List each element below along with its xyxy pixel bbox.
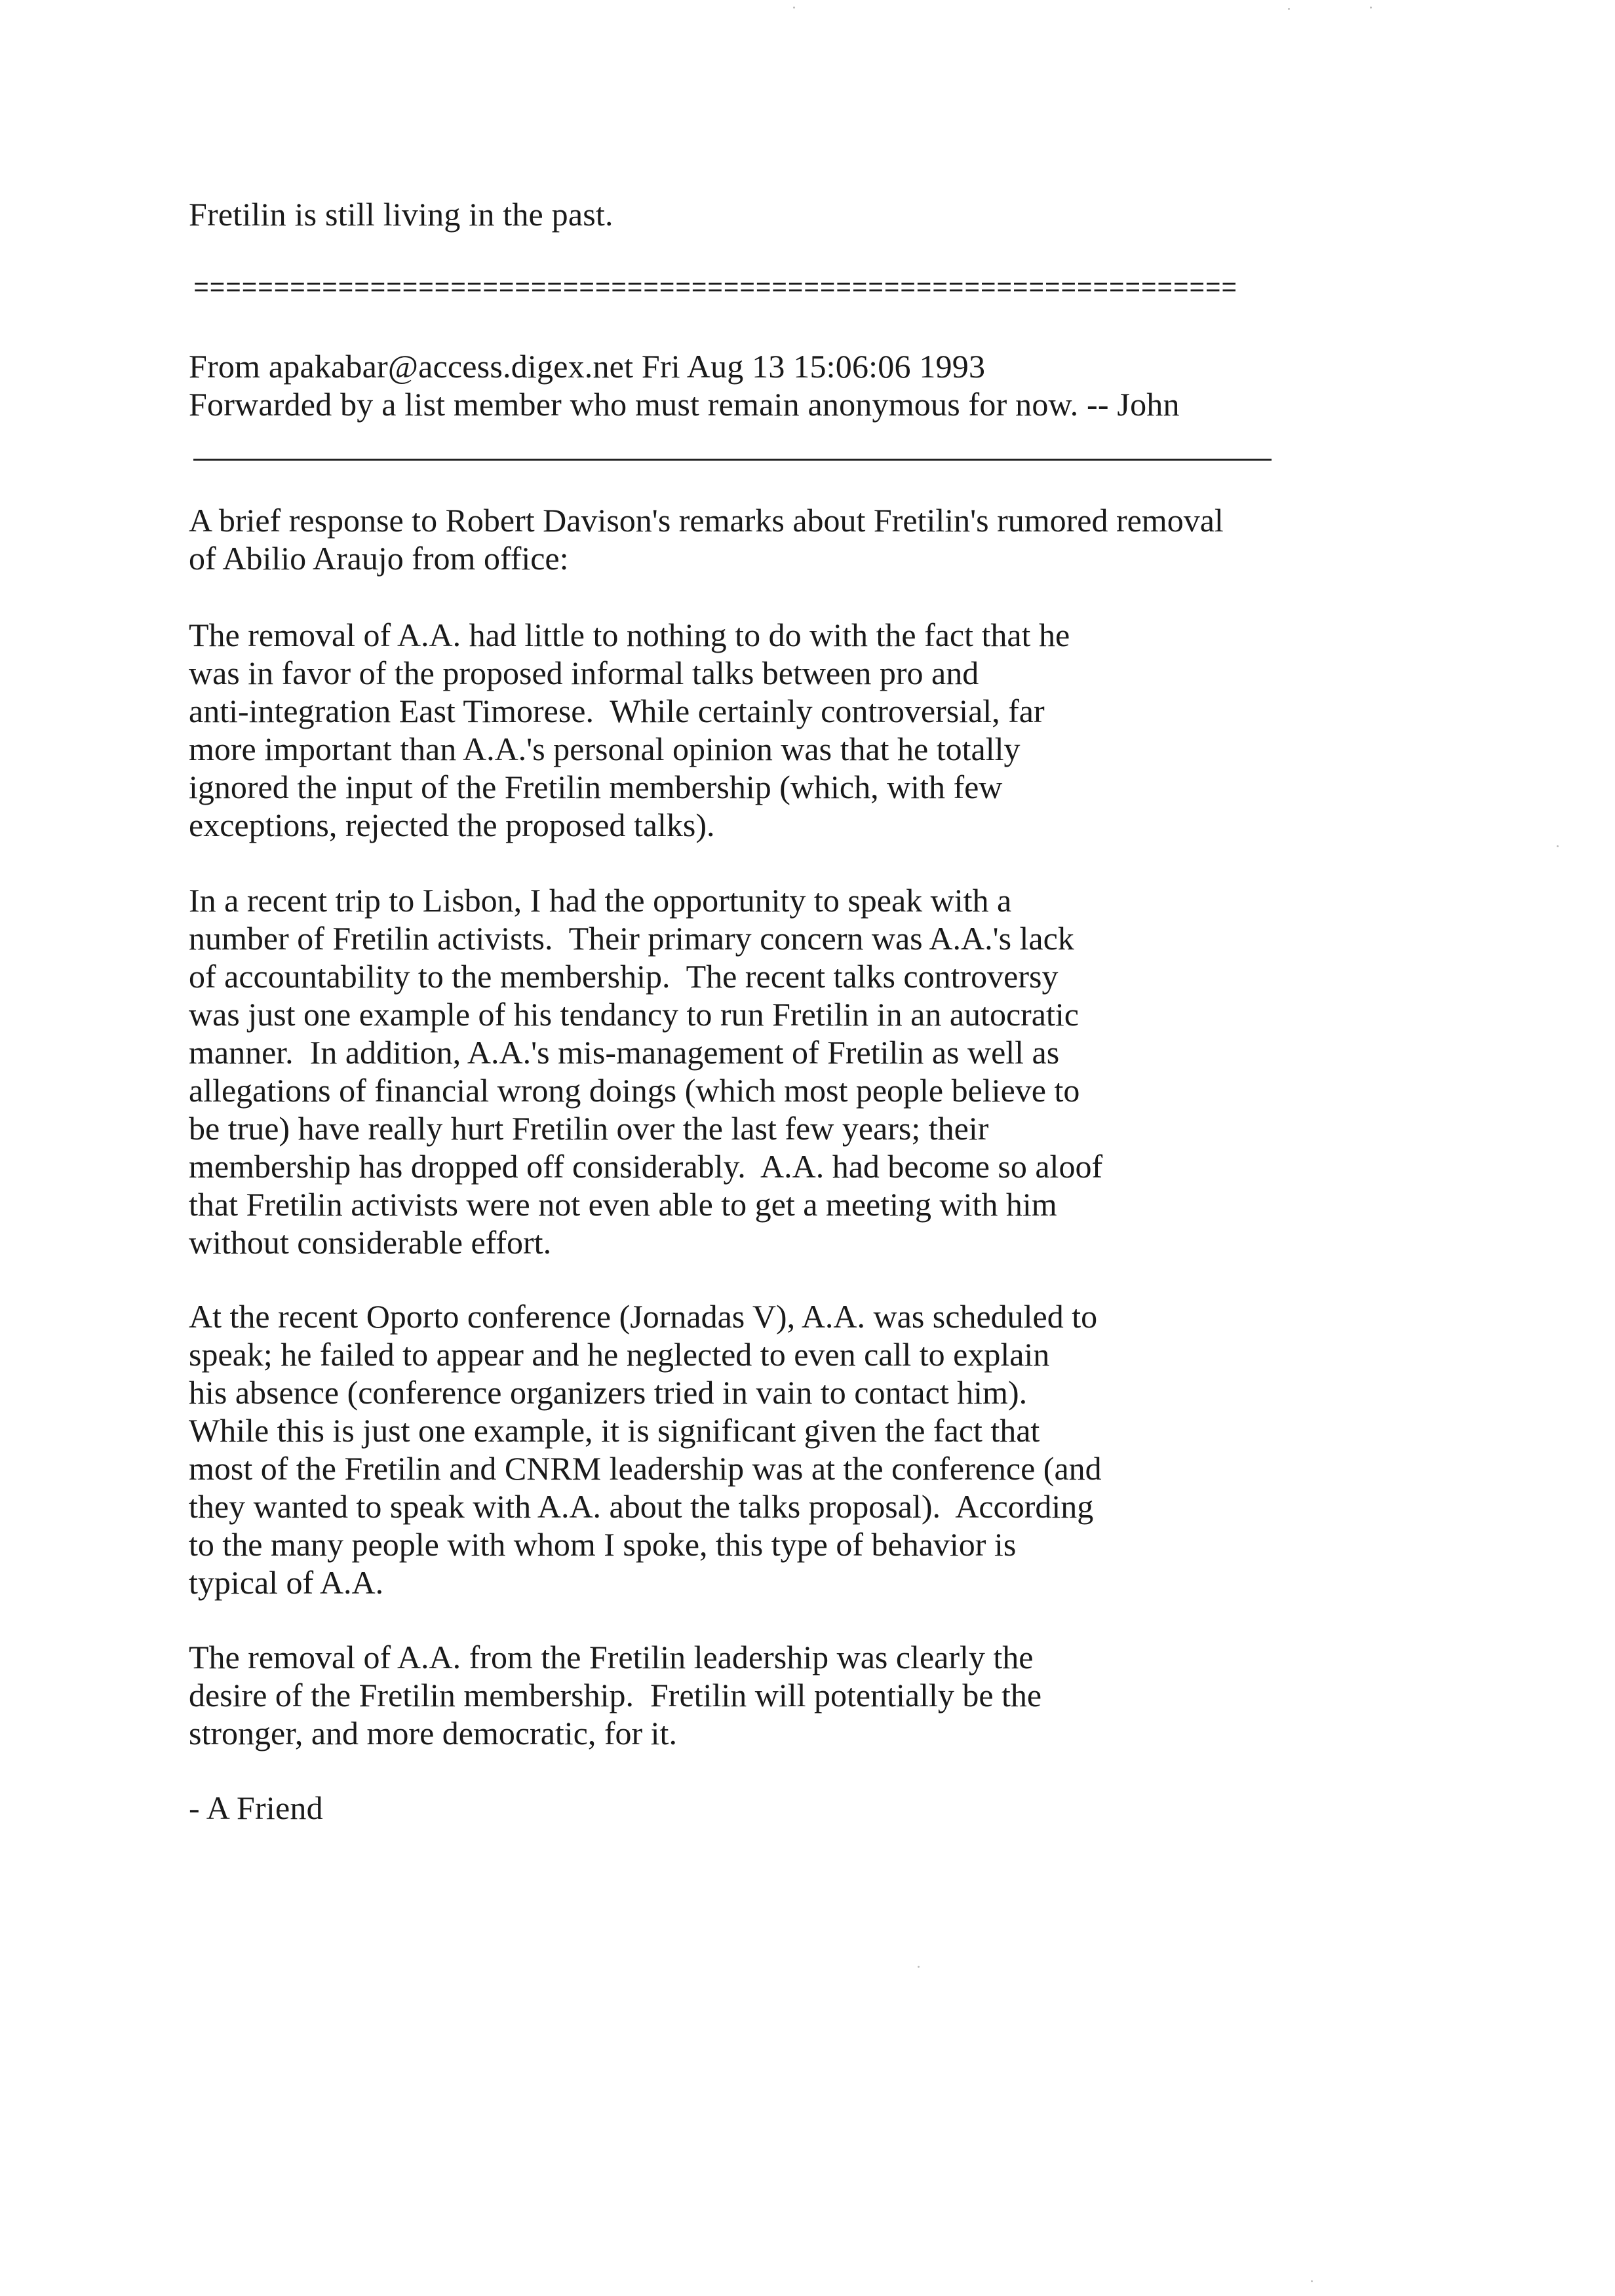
paragraph-line: A brief response to Robert Davison's remarks about Fretilin's rumored removal <box>189 502 1224 539</box>
paragraph-line: of accountability to the membership. The recent talks controversy <box>189 958 1059 995</box>
paragraph-line: was in favor of the proposed informal talks between pro and <box>189 655 979 691</box>
intro-line: Fretilin is still living in the past. <box>189 196 613 233</box>
from-line: From apakabar@access.digex.net Fri Aug 13 15:06:06 1993 <box>189 348 986 385</box>
paragraph-3 <box>189 881 1102 1261</box>
paragraph-line: The removal of A.A. had little to nothing to do with the fact that he <box>189 617 1070 653</box>
paragraph-1 <box>189 501 1224 577</box>
scan-speck <box>1370 7 1372 9</box>
paragraph-line: exceptions, rejected the proposed talks). <box>189 807 715 843</box>
paragraph-line: membership has dropped off considerably. A.A. had become so aloof <box>189 1148 1103 1185</box>
paragraph-line: more important than A.A.'s personal opinion was that he totally <box>189 731 1021 767</box>
paragraph-line: was just one example of his tendancy to run Fretilin in an autocratic <box>189 996 1079 1033</box>
paragraph-line: be true) have really hurt Fretilin over the last few years; their <box>189 1110 989 1147</box>
paragraph-line: The removal of A.A. from the Fretilin leadership was clearly the <box>189 1639 1034 1675</box>
paragraph-line: that Fretilin activists were not even able to get a meeting with him <box>189 1186 1057 1223</box>
paragraph-line: allegations of financial wrong doings (which most people believe to <box>189 1072 1080 1109</box>
paragraph-line: anti-integration East Timorese. While certainly controversial, far <box>189 693 1045 729</box>
paragraph-line: desire of the Fretilin membership. Fretilin will potentially be the <box>189 1677 1042 1713</box>
scan-speck <box>1288 8 1290 10</box>
scan-speck <box>918 1966 920 1968</box>
paragraph-line: stronger, and more democratic, for it. <box>189 1715 677 1751</box>
paragraph-line: speak; he failed to appear and he neglected to even call to explain <box>189 1336 1050 1373</box>
paragraph-line: to the many people with whom I spoke, this type of behavior is <box>189 1526 1017 1563</box>
scan-speck <box>1557 845 1559 847</box>
separator-line: ================================================================= <box>193 275 1237 304</box>
paragraph-line: typical of A.A. <box>189 1564 384 1601</box>
paragraph-4 <box>189 1297 1102 1601</box>
paragraph-line: they wanted to speak with A.A. about the talks proposal). According <box>189 1488 1094 1525</box>
paragraph-5 <box>189 1638 1041 1752</box>
paragraph-line: manner. In addition, A.A.'s mis-management of Fretilin as well as <box>189 1034 1060 1071</box>
paragraph-2 <box>189 616 1070 844</box>
paragraph-line: his absence (conference organizers tried in vain to contact him). <box>189 1374 1028 1411</box>
paragraph-line: While this is just one example, it is significant given the fact that <box>189 1412 1040 1449</box>
horizontal-rule <box>193 459 1272 461</box>
paragraph-line: In a recent trip to Lisbon, I had the opportunity to speak with a <box>189 882 1012 919</box>
paragraph-line: of Abilio Araujo from office: <box>189 540 569 577</box>
paragraph-line: without considerable effort. <box>189 1224 552 1261</box>
signature: - A Friend <box>189 1789 323 1826</box>
paragraph-line: ignored the input of the Fretilin membership (which, with few <box>189 769 1003 805</box>
forward-line: Forwarded by a list member who must remain anonymous for now. -- John <box>189 386 1180 423</box>
scan-speck <box>1311 2280 1313 2282</box>
paragraph-line: number of Fretilin activists. Their primary concern was A.A.'s lack <box>189 920 1074 957</box>
paragraph-line: At the recent Oporto conference (Jornadas V), A.A. was scheduled to <box>189 1298 1098 1335</box>
scan-speck <box>793 7 795 9</box>
paragraph-line: most of the Fretilin and CNRM leadership was at the conference (and <box>189 1450 1102 1487</box>
